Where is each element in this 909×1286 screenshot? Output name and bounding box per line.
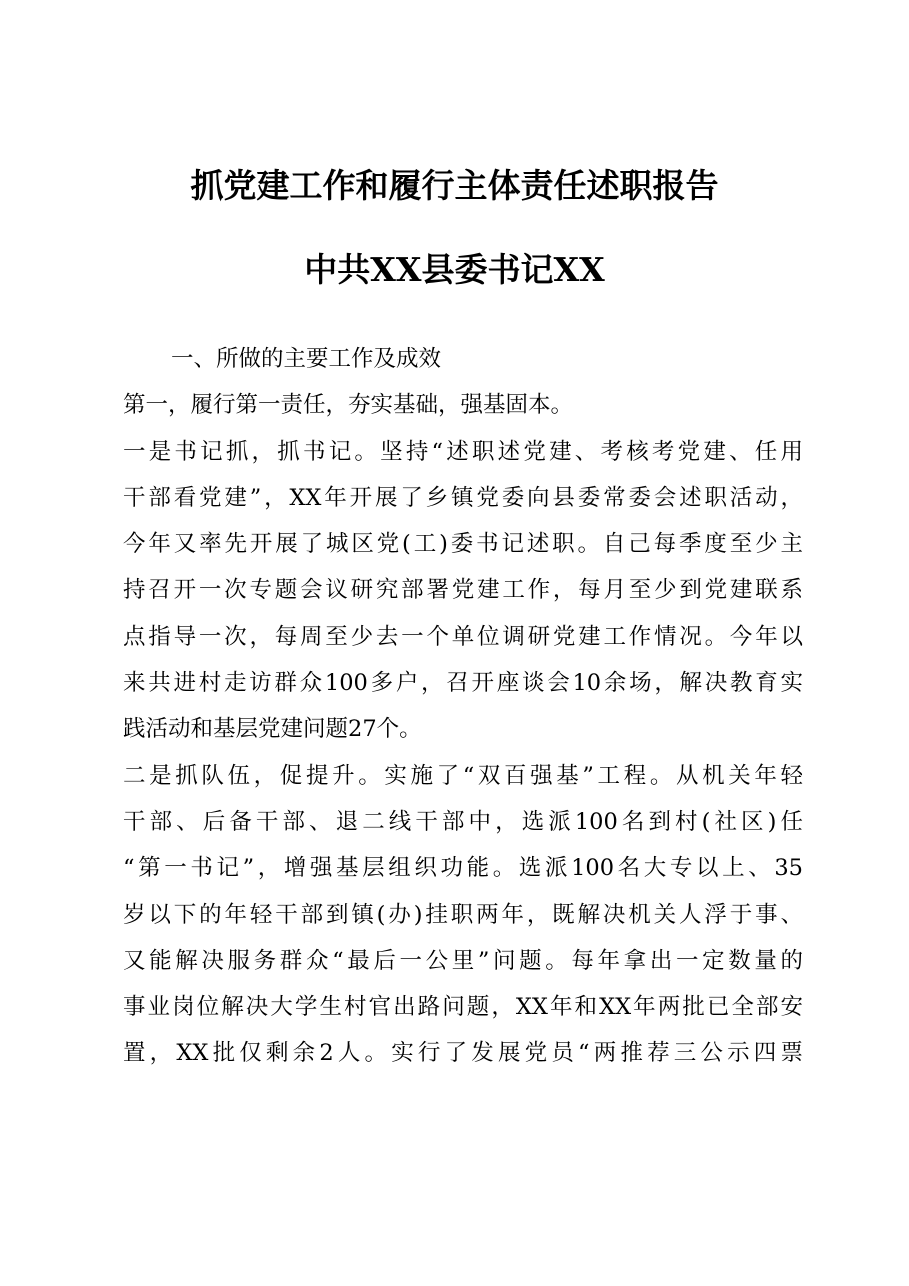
body-line: 点指导一次，每周至少去一个单位调研党建工作情况。今年以: [123, 623, 803, 650]
body-line: 持召开一次专题会议研究部署党建工作，每月至少到党建联系: [123, 577, 803, 604]
body-line: 今年又率先开展了城区党(工)委书记述职。自己每季度至少主: [123, 531, 803, 558]
body-line: 又能解决服务群众“最后一公里”问题。每年拿出一定数量的: [123, 947, 803, 974]
body-line: 置，XX批仅剩余2人。实行了发展党员“两推荐三公示四票: [123, 1040, 803, 1067]
body-line: 践活动和基层党建问题27个。: [123, 716, 422, 743]
body-line: 干部看党建”，XX年开展了乡镇党委向县委常委会述职活动，: [123, 484, 803, 511]
body-line: 岁以下的年轻干部到镇(办)挂职两年，既解决机关人浮于事、: [123, 901, 803, 928]
document-subtitle: 中共XX县委书记XX: [304, 250, 605, 289]
body-line: 干部、后备干部、退二线干部中，选派100名到村(社区)任: [123, 808, 803, 835]
body-line: 来共进村走访群众100多户，召开座谈会10余场，解决教育实: [123, 670, 803, 697]
body-line: “第一书记”，增强基层组织功能。选派100名大专以上、35: [123, 855, 803, 882]
body-line: 事业岗位解决大学生村官出路问题，XX年和XX年两批已全部安: [123, 994, 803, 1021]
document-body: [123, 336, 803, 1077]
body-line: 第一，履行第一责任，夯实基础，强基固本。: [123, 392, 574, 419]
body-line: 一是书记抓，抓书记。坚持“述职述党建、考核考党建、任用: [123, 438, 803, 465]
document-title: 抓党建工作和履行主体责任述职报告: [190, 166, 719, 205]
body-line: 二是抓队伍，促提升。实施了“双百强基”工程。从机关年轻: [123, 762, 803, 789]
section-heading: 一、所做的主要工作及成效: [171, 346, 442, 372]
